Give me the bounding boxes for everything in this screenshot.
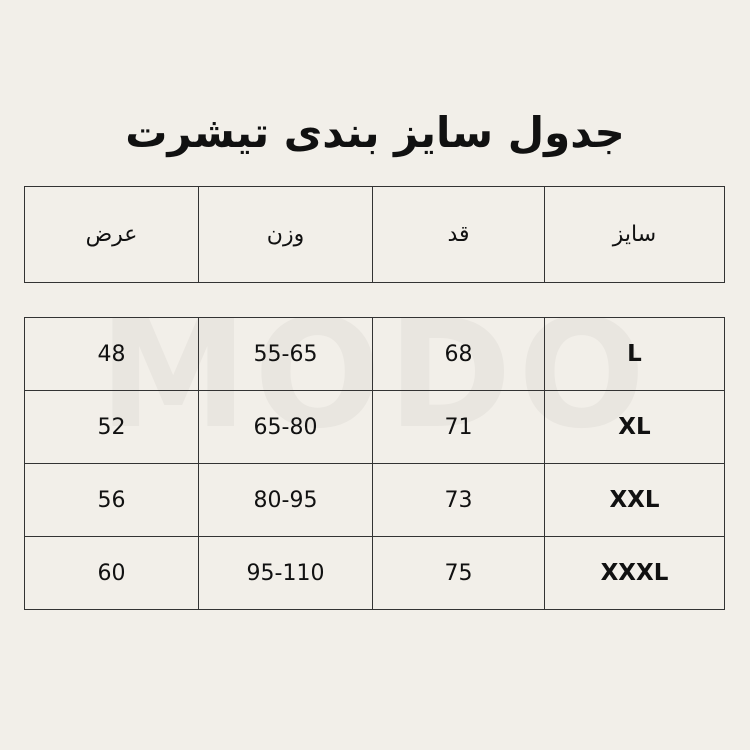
column-header-height: قد [373, 187, 545, 283]
size-table [24, 186, 725, 610]
table-header-row [25, 187, 725, 283]
column-header-weight: وزن [199, 187, 373, 283]
cell-width: 48 [25, 318, 199, 391]
table-header [25, 187, 725, 283]
cell-weight: 95-110 [199, 537, 373, 610]
table-row [25, 318, 725, 391]
cell-height: 75 [373, 537, 545, 610]
size-table-container [25, 186, 725, 610]
cell-height: 73 [373, 464, 545, 537]
page-title: جدول سایز بندی تیشرت [125, 108, 625, 158]
cell-weight: 65-80 [199, 391, 373, 464]
table-row [25, 537, 725, 610]
cell-size: XXL [545, 464, 725, 537]
spacer-cell [373, 283, 545, 318]
column-header-size: سایز [545, 187, 725, 283]
cell-weight: 55-65 [199, 318, 373, 391]
spacer-cell [545, 283, 725, 318]
table-row [25, 464, 725, 537]
cell-weight: 80-95 [199, 464, 373, 537]
cell-height: 68 [373, 318, 545, 391]
table-body [25, 283, 725, 610]
cell-width: 60 [25, 537, 199, 610]
cell-height: 71 [373, 391, 545, 464]
spacer-cell [199, 283, 373, 318]
table-row [25, 391, 725, 464]
cell-size: XL [545, 391, 725, 464]
spacer-cell [25, 283, 199, 318]
cell-width: 56 [25, 464, 199, 537]
cell-size: XXXL [545, 537, 725, 610]
cell-size: L [545, 318, 725, 391]
table-spacer-row [25, 283, 725, 318]
cell-width: 52 [25, 391, 199, 464]
column-header-width: عرض [25, 187, 199, 283]
